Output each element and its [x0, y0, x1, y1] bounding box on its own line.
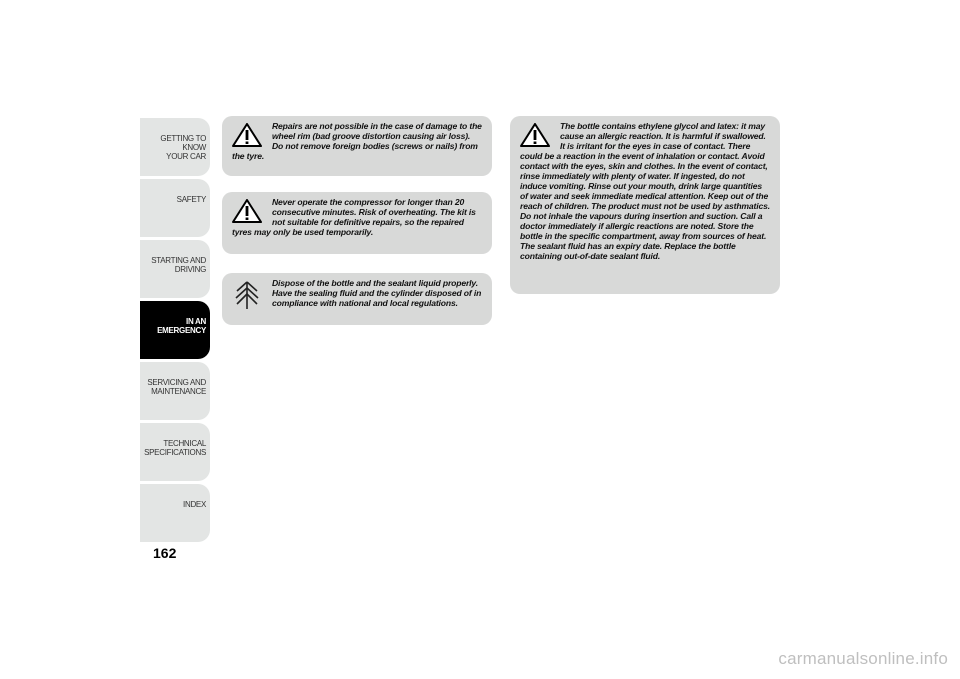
tab-getting-to-know-your-car[interactable]: GETTING TO KNOW YOUR CAR — [140, 118, 210, 176]
environment-note-dispose — [222, 273, 492, 325]
tab-servicing-and-maintenance[interactable]: SERVICING AND MAINTENANCE — [140, 362, 210, 420]
warning-note-bottle — [510, 116, 780, 294]
tab-safety[interactable]: SAFETY — [140, 179, 210, 237]
tab-index[interactable]: INDEX — [140, 484, 210, 542]
warning-note-compressor — [222, 192, 492, 254]
environment-tree-icon — [232, 280, 262, 310]
page-number: 162 — [153, 545, 177, 561]
warning-text-repairs: Repairs are not possible in the case of damage to the wheel rim (bad groove distortion causing air loss). Do not remove foreign bodies (screws or nails) from the tyre. — [232, 121, 482, 161]
warning-triangle-icon — [520, 123, 550, 147]
warning-text-compressor: Never operate the compressor for longer than 20 consecutive minutes. Risk of overheating. The kit is not suitable for definitive repairs, so the repaired tyres may only be used temporarily. — [232, 197, 476, 237]
environment-text-dispose: Dispose of the bottle and the sealant liquid properly. Have the sealing fluid and the cylinder disposed of in compliance with national and local regulations. — [272, 278, 482, 308]
warning-note-repairs — [222, 116, 492, 176]
watermark: carmanualsonline.info — [778, 649, 948, 668]
warning-text-bottle: The bottle contains ethylene glycol and latex: it may cause an allergic reaction. It is harmful if swallowed. It is irritant for the eyes in case of contact. There could be a reaction in the event of inhalation or contact. Avoid contact with the eyes, skin and clothes. In the event of contact, rinse immediately with plenty of water. If ingested, do not induce vomiting. Rinse out your mouth, drink large quantities of water and seek immediate medical attention. Keep out of the reach of children. The product must not be used by asthmatics. Do not inhale the vapours during insertion and suction. Call a doctor immediately if allergic reactions are noted. Store the bottle in the specific compartment, away from sources of heat. The sealant fluid has an expiry date. Replace the bottle containing out-of-date sealant fluid. — [520, 121, 770, 261]
warning-triangle-icon — [232, 123, 262, 147]
tab-in-an-emergency[interactable]: IN AN EMERGENCY — [140, 301, 210, 359]
tab-technical-specifications[interactable]: TECHNICAL SPECIFICATIONS — [140, 423, 210, 481]
warning-triangle-icon — [232, 199, 262, 223]
tab-starting-and-driving[interactable]: STARTING AND DRIVING — [140, 240, 210, 298]
